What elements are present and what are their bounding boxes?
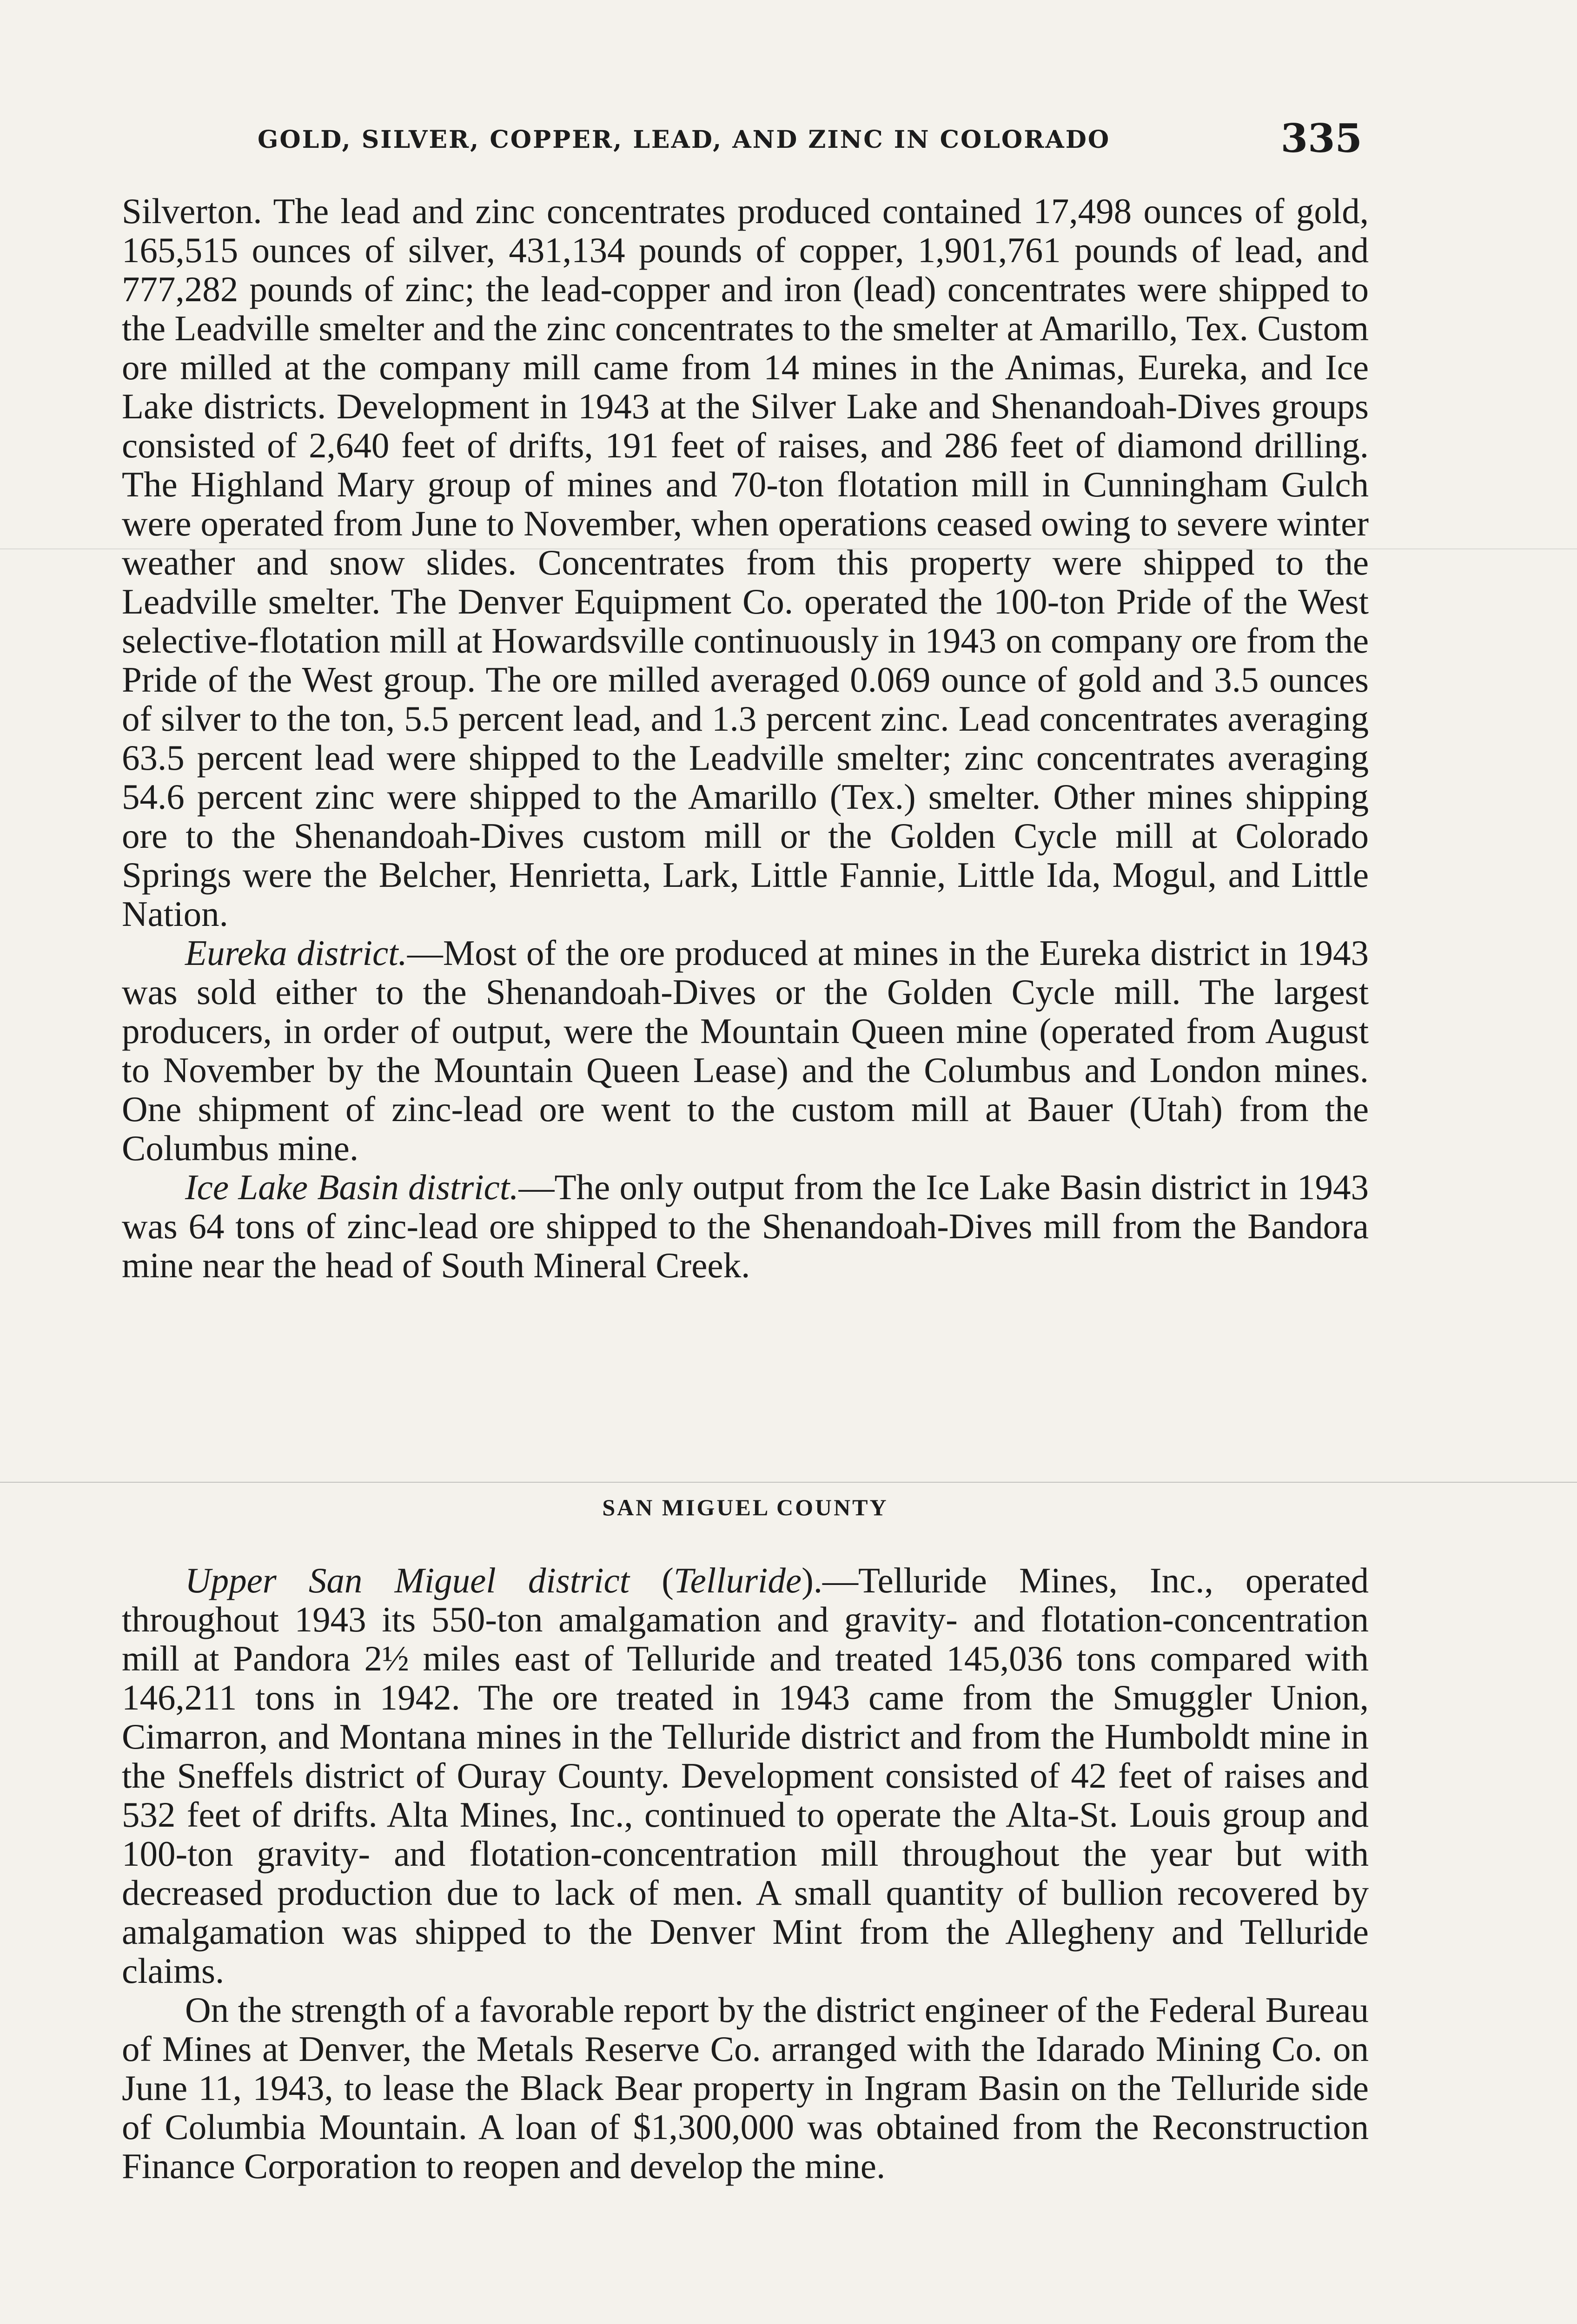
section-heading: SAN MIGUEL COUNTY: [602, 1494, 888, 1520]
running-header: [126, 112, 1362, 161]
paragraph-upper-san-miguel: [122, 1561, 1369, 1990]
paragraph-lead-in-separator: (: [629, 1560, 674, 1600]
paragraph-lead-in: Eureka district.: [185, 933, 407, 973]
running-title: GOLD, SILVER, COPPER, LEAD, AND ZINC IN COLORADO: [258, 125, 1111, 154]
paragraph-lead-in: Upper San Miguel district: [185, 1560, 630, 1600]
paragraph-eureka-district: [122, 933, 1369, 1168]
paragraph-body: —The only output from the Ice Lake Basin district in 1943 was 64 tons of zinc-lead ore shipped to the Shenandoah-Dives mill from the Bandora mine near the head of South Mineral Creek.: [122, 1167, 1369, 1285]
paragraph-body: ).—Telluride Mines, Inc., operated throughout 1943 its 550-ton amalgamation and gravity- and flotation-concentration mill at Pandora 2½ miles east of Telluride and treated 145,036 tons compared with 146,211 tons in 1942. The ore treated in 1943 came from the Smuggler Union, Cimarron, and Montana mines in the Telluride district and from the Humboldt mine in the Sneffels district of Ouray County. Development consisted of 42 feet of raises and 532 feet of drifts. Alta Mines, Inc., continued to operate the Alta-St. Louis group and 100-ton gravity- and flotation-concentration mill throughout the year but with decreased production due to lack of men. A small quantity of bullion recovered by amalgamation was shipped to the Denver Mint from the Allegheny and Telluride claims.: [122, 1560, 1369, 1991]
paragraph-silverton: Silverton. The lead and zinc concentrates produced contained 17,498 ounces of gold, 165,515 ounces of silver, 431,134 pounds of copper, 1,901,761 pounds of lead, and 777,282 pounds of zinc; the lead-copper and iron (lead) concentrates were shipped to the Leadville smelter and the zinc concentrates to the smelter at Amarillo, Tex. Custom ore milled at the company mill came from 14 mines in the Animas, Eureka, and Ice Lake districts. Development in 1943 at the Silver Lake and Shenandoah-Dives groups consisted of 2,640 feet of drifts, 191 feet of raises, and 286 feet of diamond drilling. The Highland Mary group of mines and 70-ton flotation mill in Cunningham Gulch were operated from June to November, when operations ceased owing to severe winter weather and snow slides. Concentrates from this property were shipped to the Leadville smelter. The Denver Equipment Co. operated the 100-ton Pride of the West selective-flotation mill at Howardsville continuously in 1943 on company ore from the Pride of the West group. The ore milled averaged 0.069 ounce of gold and 3.5 ounces of silver to the ton, 5.5 percent lead, and 1.3 percent zinc. Lead concentrates averaging 63.5 percent lead were shipped to the Leadville smelter; zinc concentrates averaging 54.6 percent zinc were shipped to the Amarillo (Tex.) smelter. Other mines shipping ore to the Shenandoah-Dives custom mill or the Golden Cycle mill at Colorado Springs were the Belcher, Henrietta, Lark, Little Fannie, Little Ida, Mogul, and Little Nation.: [122, 191, 1369, 934]
paragraph-black-bear-lease: On the strength of a favorable report by the district engineer of the Federal Bureau of Mines at Denver, the Metals Reserve Co. arranged with the Idarado Mining Co. on June 11, 1943, to lease the Black Bear property in Ingram Basin on the Telluride side of Columbia Mountain. A loan of $1,300,000 was obtained from the Reconstruction Finance Corporation to reopen and develop the mine.: [122, 1990, 1369, 2186]
paragraph-lead-in-sub: Telluride: [673, 1560, 802, 1600]
scan-artifact-line: [0, 1482, 1577, 1483]
body-text-lower: [122, 1561, 1369, 2185]
paragraph-lead-in: Ice Lake Basin district.: [185, 1167, 519, 1207]
body-text-upper: [122, 191, 1369, 1285]
paragraph-body: —Most of the ore produced at mines in the Eureka district in 1943 was sold either to the Shenandoah-Dives or the Golden Cycle mill. The largest producers, in order of output, were the Mountain Queen mine (operated from August to November by the Mountain Queen Lease) and the Columbus and London mines. One shipment of zinc-lead ore went to the custom mill at Bauer (Utah) from the Columbus mine.: [122, 933, 1369, 1168]
page-number: 335: [1280, 115, 1362, 161]
scan-artifact-line: [0, 548, 1577, 549]
paragraph-ice-lake-basin: [122, 1168, 1369, 1285]
